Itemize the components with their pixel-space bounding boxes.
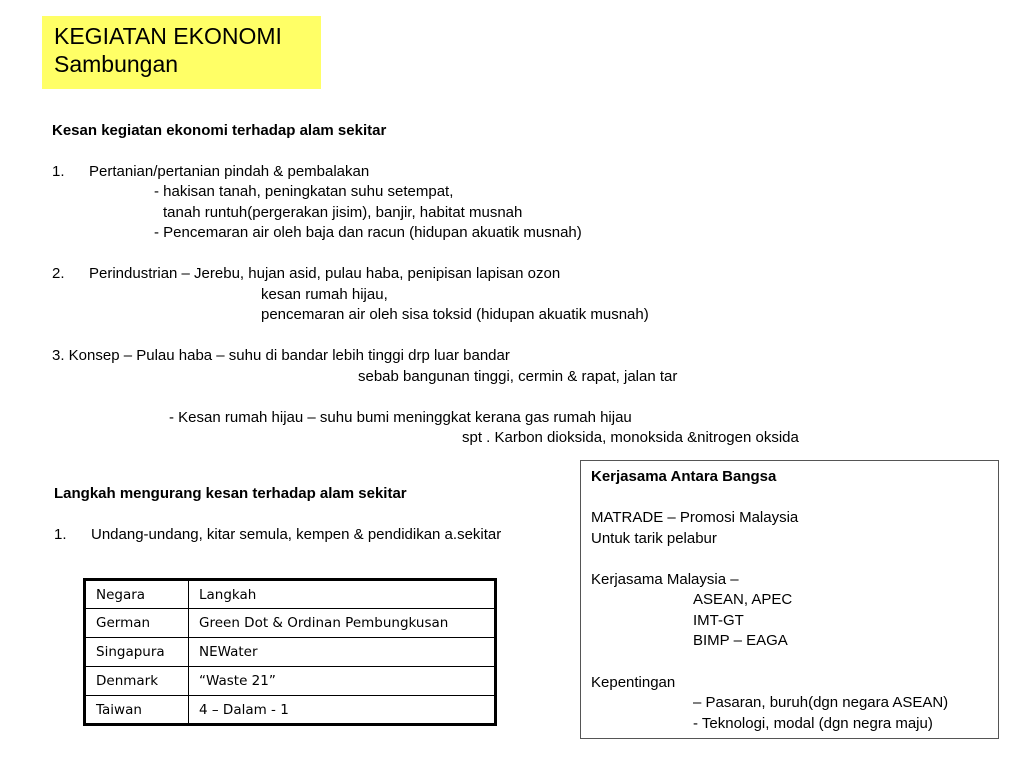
table-row xyxy=(85,696,496,725)
table-row xyxy=(85,667,496,696)
table-cell-negara: German xyxy=(85,609,189,638)
kesan-item3-sub3: spt . Karbon dioksida, monoksida &nitrogen oksida xyxy=(462,429,799,446)
negara-langkah-table xyxy=(83,578,497,726)
table-cell-langkah: Green Dot & Ordinan Pembungkusan xyxy=(189,609,496,638)
table-cell-negara: Denmark xyxy=(85,667,189,696)
kesan-item2-number: 2. xyxy=(52,265,65,282)
title-box xyxy=(42,16,321,89)
kesan-item1-sub1: - hakisan tanah, peningkatan suhu setempat, xyxy=(154,183,454,200)
kerjasama-malaysia-item: IMT-GT xyxy=(693,612,744,629)
table-row xyxy=(85,638,496,667)
kerjasama-malaysia-label: Kerjasama Malaysia – xyxy=(591,571,739,588)
kesan-item3-text: 3. Konsep – Pulau haba – suhu di bandar lebih tinggi drp luar bandar xyxy=(52,347,510,364)
kesan-heading: Kesan kegiatan ekonomi terhadap alam sekitar xyxy=(52,122,387,139)
table-cell-langkah: 4 – Dalam - 1 xyxy=(189,696,496,725)
kesan-item3-sub1: sebab bangunan tinggi, cermin & rapat, jalan tar xyxy=(358,368,678,385)
kerjasama-matrade-line2: Untuk tarik pelabur xyxy=(591,530,717,547)
table-header-row xyxy=(85,580,496,609)
kerjasama-malaysia-item: BIMP – EAGA xyxy=(693,632,788,649)
table-cell-negara: Singapura xyxy=(85,638,189,667)
kesan-item1-sub3: - Pencemaran air oleh baja dan racun (hidupan akuatik musnah) xyxy=(154,224,582,241)
table-header-negara: Negara xyxy=(85,580,189,609)
kepentingan-item: – Pasaran, buruh(dgn negara ASEAN) xyxy=(693,694,949,711)
kerjasama-malaysia-item: ASEAN, APEC xyxy=(693,591,793,608)
kesan-item3-sub2: - Kesan rumah hijau – suhu bumi meninggkat kerana gas rumah hijau xyxy=(169,409,632,426)
page-title: KEGIATAN EKONOMI xyxy=(54,23,282,49)
langkah-item1-number: 1. xyxy=(54,526,67,543)
kesan-item2-text: Perindustrian – Jerebu, hujan asid, pulau haba, penipisan lapisan ozon xyxy=(89,265,561,282)
kesan-item1-number: 1. xyxy=(52,163,65,180)
kerjasama-matrade-line1: MATRADE – Promosi Malaysia xyxy=(591,509,799,526)
kesan-item1-sub2: tanah runtuh(pergerakan jisim), banjir, habitat musnah xyxy=(163,204,523,221)
langkah-heading: Langkah mengurang kesan terhadap alam sekitar xyxy=(54,485,407,502)
kepentingan-item: - Teknologi, modal (dgn negra maju) xyxy=(693,715,933,732)
kesan-item2-sub1: kesan rumah hijau, xyxy=(261,286,388,303)
table-row xyxy=(85,609,496,638)
kerjasama-heading: Kerjasama Antara Bangsa xyxy=(591,468,777,485)
table-header-langkah: Langkah xyxy=(189,580,496,609)
page-subtitle: Sambungan xyxy=(54,51,179,77)
table-cell-langkah: “Waste 21” xyxy=(189,667,496,696)
langkah-item1-text: Undang-undang, kitar semula, kempen & pendidikan a.sekitar xyxy=(91,526,502,543)
table-cell-negara: Taiwan xyxy=(85,696,189,725)
kesan-item1-text: Pertanian/pertanian pindah & pembalakan xyxy=(89,163,370,180)
table-cell-langkah: NEWater xyxy=(189,638,496,667)
kesan-item2-sub2: pencemaran air oleh sisa toksid (hidupan akuatik musnah) xyxy=(261,306,649,323)
kepentingan-label: Kepentingan xyxy=(591,674,676,691)
